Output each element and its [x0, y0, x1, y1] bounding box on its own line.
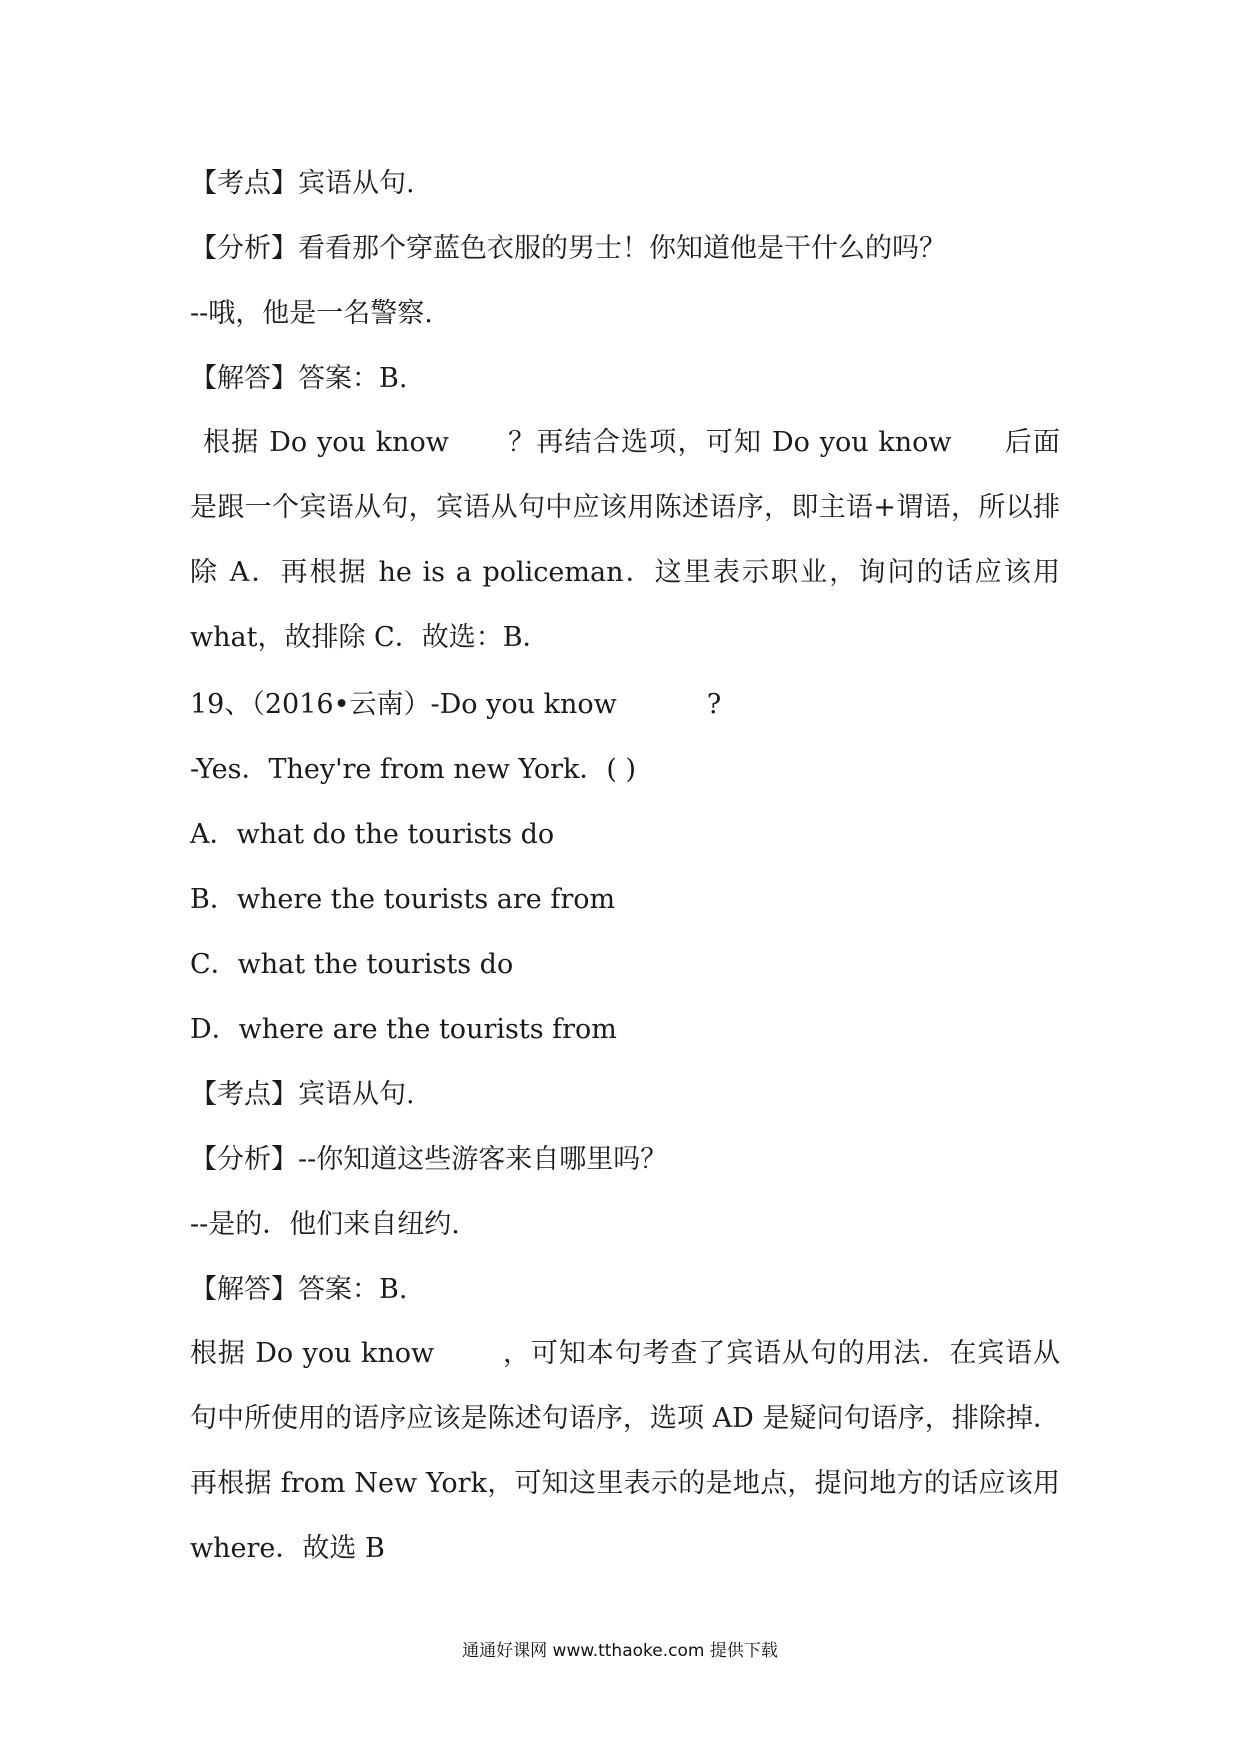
- fenxi-label-2: 【分析】--你知道这些游客来自哪里吗？: [190, 1144, 668, 1175]
- jieda-label-2: 【解答】答案：B.: [190, 1274, 408, 1305]
- page-footer: 通通好课网 www.tthaoke.com 提供下载: [462, 1641, 778, 1661]
- fenxi-translation-1: --哦，他是一名警察.: [190, 298, 433, 329]
- explanation-2-part-a: 根据 Do you know: [190, 1338, 435, 1369]
- kaodian-label-2: 【考点】宾语从句.: [190, 1079, 415, 1110]
- option-b: B．where the tourists are from: [190, 884, 616, 915]
- explanation-paragraph-1: [190, 410, 1060, 670]
- explanation-1-part-a: 根据 Do you know: [203, 427, 449, 458]
- option-a: A．what do the tourists do: [190, 819, 555, 850]
- explanation-paragraph-2: [190, 1321, 1060, 1581]
- kaodian-label-1: 【考点】宾语从句.: [190, 168, 415, 199]
- question-reply: -Yes．They're from new York．( ): [190, 754, 637, 785]
- jieda-label-1: 【解答】答案：B.: [190, 363, 408, 394]
- question-stem-text: 19、（2016•云南）-Do you know: [190, 689, 617, 720]
- explanation-2-part-b: ，可知本句考查了宾语从句的用法．在宾语从句中所使用的语序应该是陈述句语序，选项 AD 是疑问句语序，排除掉．再根据 from New York，可知这里表示的是地点，提问地方的话应该用 where．故选 B: [190, 1338, 1061, 1564]
- option-d: D．where are the tourists from: [190, 1014, 617, 1045]
- fenxi-translation-2: --是的．他们来自纽约.: [190, 1209, 460, 1240]
- question-stem: [190, 687, 1060, 723]
- question-stem-mark: ?: [706, 689, 722, 720]
- explanation-1-part-c: 后面是跟一个宾语从句，宾语从句中应该用陈述语序，即主语+谓语，所以排除 A．再根据 he is a policeman．这里表示职业，询问的话应该用 what，故排除 C．故选：B．: [190, 427, 1061, 653]
- fenxi-label-1: 【分析】看看那个穿蓝色衣服的男士！你知道他是干什么的吗？: [190, 233, 946, 264]
- explanation-1-part-b: ？再结合选项，可知 Do you know: [506, 427, 952, 458]
- option-c: C．what the tourists do: [190, 949, 514, 980]
